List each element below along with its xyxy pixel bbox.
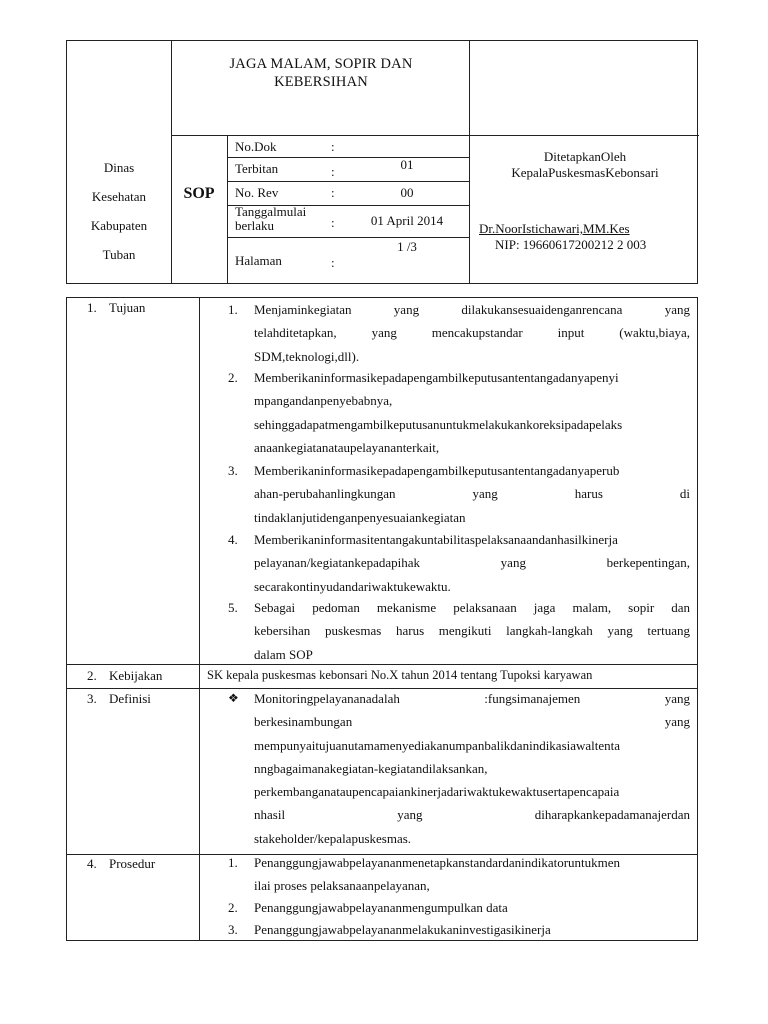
agency-line: Dinas <box>103 160 135 175</box>
title-line: JAGA MALAM, SOPIR DAN <box>229 56 413 72</box>
section-number: 4. <box>87 856 97 871</box>
prosedur-item <box>228 851 690 898</box>
item-line: nngbagaimanakegiatan-kegiatandilaksankan, <box>254 760 488 776</box>
section-label-tujuan <box>87 300 145 316</box>
title-line: KEBERSIHAN <box>274 74 368 90</box>
item-line: mpangandanpenyebabnya, <box>254 393 393 409</box>
section-label: Kebijakan <box>109 668 163 683</box>
item-line: Penanggungjawabpelayananmengumpulkan data <box>254 900 508 915</box>
item-line: pelayanan/kegiatankepadapihak yang berkepentingan, <box>254 555 690 571</box>
meta-label: Halaman <box>235 253 282 268</box>
item-line: Penanggungjawabpelayananmenetapkanstandardanindikatoruntukmen <box>254 855 621 870</box>
agency-block <box>67 153 171 269</box>
item-number: 5. <box>228 600 238 615</box>
item-line: Monitoringpelayananadalah :fungsimanajemen yang <box>254 691 690 706</box>
meta-divider <box>227 181 469 182</box>
definisi-item <box>228 687 690 850</box>
item-line: ilai proses pelaksanaanpelayanan, <box>254 878 430 894</box>
item-line: sehinggadapatmengambilkeputusanuntukmelakukankoreksipadapelaks <box>254 416 623 432</box>
meta-divider <box>227 237 469 238</box>
item-number: 1. <box>228 302 238 317</box>
item-line: kebersihan puskesmas harus mengikuti langkah-langkah yang tertuang <box>254 623 690 639</box>
meta-colon: : <box>331 255 335 270</box>
meta-label: Tanggalmulai berlaku <box>235 204 307 233</box>
document-title <box>173 55 469 91</box>
meta-value: 01 April 2014 <box>370 213 444 228</box>
meta-colon: : <box>331 215 335 230</box>
meta-colon: : <box>331 139 335 154</box>
item-line: nhasil yang diharapkankepadamanajerdan <box>254 807 690 823</box>
meta-colon: : <box>331 185 335 200</box>
column-divider <box>199 298 200 940</box>
diamond-bullet-icon: ❖ <box>228 691 239 705</box>
item-line: Menjaminkegiatan yang dilakukansesuaidenganrencana yang <box>254 302 690 317</box>
prosedur-item <box>228 918 690 941</box>
item-line: stakeholder/kepalapuskesmas. <box>254 830 412 846</box>
item-line: berkesinambungan yang <box>254 714 690 730</box>
tujuan-item <box>228 366 690 459</box>
item-line: ahan-perubahanlingkungan yang harus di <box>254 486 690 502</box>
item-number: 3. <box>228 922 238 937</box>
kebijakan-text: SK kepala puskesmas kebonsari No.X tahun 2014 tentang Tupoksi karyawan <box>207 668 593 682</box>
sop-header-table <box>66 40 698 284</box>
signer-name: Dr.NoorIstichawari,MM.Kes <box>479 221 630 236</box>
approval-line: KepalaPuskesmasKebonsari <box>511 165 659 180</box>
item-line: Memberikaninformasitentangakuntabilitaspelaksanaandanhasilkinerja <box>254 532 618 547</box>
item-number: 2. <box>228 370 238 385</box>
section-label: Definisi <box>109 691 151 706</box>
sop-body-table <box>66 297 698 941</box>
item-line: anaankegiatanataupelayananterkait, <box>254 439 440 455</box>
item-line: SDM,teknologi,dll). <box>254 348 360 364</box>
meta-colon: : <box>331 164 335 179</box>
meta-label: No. Rev <box>235 185 279 200</box>
approval-block <box>473 149 697 181</box>
item-line: mempunyaitujuanutamamenyediakanumpanbalikdanindikasiawaltenta <box>254 737 621 753</box>
agency-line: Tuban <box>102 247 136 262</box>
section-number: 3. <box>87 691 97 706</box>
meta-value: 01 <box>400 157 414 172</box>
item-line: dalam SOP <box>254 646 313 662</box>
section-number: 2. <box>87 668 97 683</box>
signer-nip: NIP: 19660617200212 2 003 <box>495 237 647 252</box>
item-line: Sebagai pedoman mekanisme pelaksanaan jaga malam, sopir dan <box>254 600 690 615</box>
section-label: Tujuan <box>109 300 146 315</box>
signer-block <box>479 221 646 253</box>
section-number: 1. <box>87 300 97 315</box>
item-line: tindaklanjutidenganpenyesuaiankegiatan <box>254 509 466 525</box>
item-line: Memberikaninformasikepadapengambilkeputusantentangadanyapenyi <box>254 370 619 385</box>
sop-label: SOP <box>183 185 215 202</box>
item-line: Penanggungjawabpelayananmelakukaninvestigasikinerja <box>254 922 551 937</box>
agency-line: Kesehatan <box>91 189 147 204</box>
header-divider <box>469 135 699 136</box>
meta-value: 00 <box>400 185 414 200</box>
item-line: telahditetapkan, yang mencakupstandar input (waktu,biaya, <box>254 325 690 341</box>
tujuan-item <box>228 298 690 368</box>
tujuan-item <box>228 596 690 666</box>
item-number: 3. <box>228 463 238 478</box>
agency-line: Kabupaten <box>90 218 148 233</box>
header-divider <box>469 41 470 283</box>
section-label-kebijakan <box>87 668 162 684</box>
meta-label: Terbitan <box>235 161 279 176</box>
item-number: 1. <box>228 855 238 870</box>
meta-value: 1 /3 <box>397 239 417 254</box>
header-divider <box>171 135 469 136</box>
tujuan-item <box>228 528 690 598</box>
item-line: perkembanganataupencapaiankinerjadariwaktukewaktusertapencapaia <box>254 784 620 800</box>
section-label-prosedur <box>87 856 155 872</box>
item-number: 4. <box>228 532 238 547</box>
approval-line: DitetapkanOleh <box>543 149 627 164</box>
section-label: Prosedur <box>109 856 156 871</box>
tujuan-item <box>228 459 690 529</box>
prosedur-item <box>228 896 690 919</box>
item-number: 2. <box>228 900 238 915</box>
meta-label: No.Dok <box>235 139 277 154</box>
item-line: Memberikaninformasikepadapengambilkeputusantentangadanyaperub <box>254 463 620 478</box>
header-divider <box>171 41 172 283</box>
item-line: secarakontinyudandariwaktukewaktu. <box>254 578 451 594</box>
section-label-definisi <box>87 691 151 707</box>
